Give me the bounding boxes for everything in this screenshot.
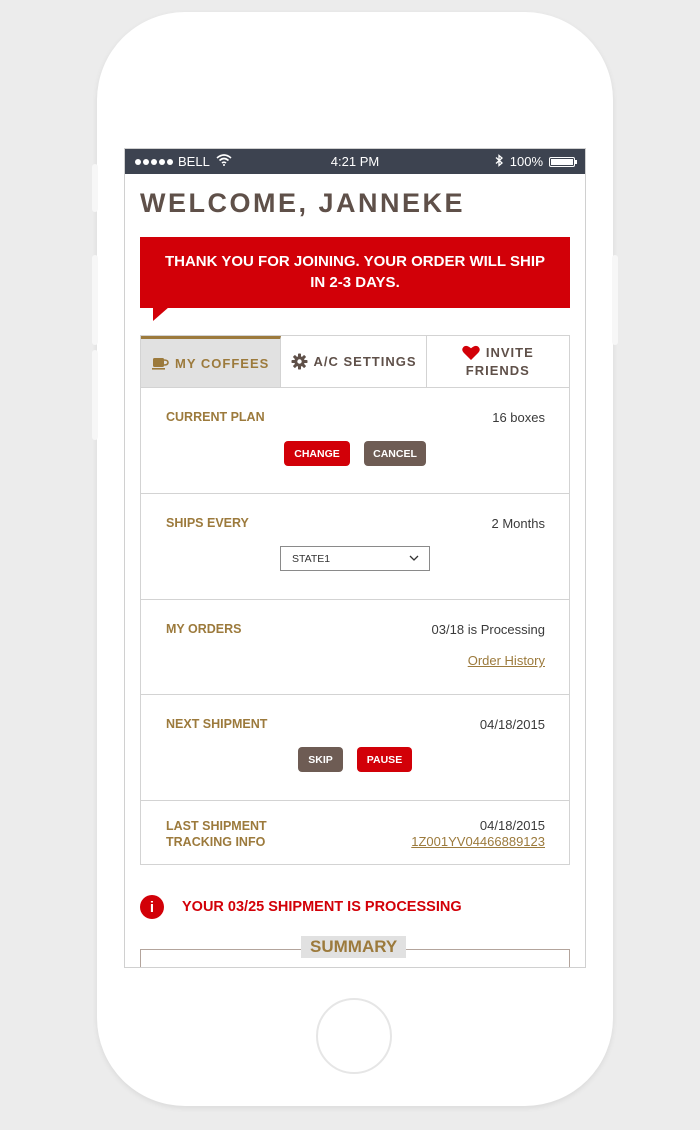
volume-down-button <box>92 350 98 440</box>
banner-line-1: THANK YOU FOR JOINING. YOUR ORDER WILL SHIP <box>164 253 546 270</box>
ships-every-label: SHIPS EVERY <box>166 516 249 530</box>
current-plan-row <box>141 388 569 494</box>
processing-alert <box>140 895 462 919</box>
next-shipment-label: NEXT SHIPMENT <box>166 717 268 731</box>
next-shipment-date: 04/18/2015 <box>479 717 545 732</box>
ship-frequency-selected: STATE1 <box>292 552 331 565</box>
mute-switch <box>92 164 98 212</box>
coffee-cup-icon <box>152 356 169 370</box>
my-orders-row <box>141 600 569 695</box>
gear-icon <box>291 353 308 370</box>
page-title: WELCOME, JANNEKE <box>140 188 466 218</box>
tab-bar <box>141 336 569 388</box>
confirmation-banner <box>140 237 570 308</box>
current-plan-value: 16 boxes <box>492 410 545 425</box>
battery-percentage: 100% <box>509 154 543 169</box>
status-time: 4:21 PM <box>330 154 380 169</box>
last-shipment-date: 04/18/2015 <box>479 818 545 833</box>
tab-my-coffees-label: MY COFFEES <box>175 355 270 371</box>
my-orders-label: MY ORDERS <box>166 622 242 636</box>
tab-invite-label-line-2: FRIENDS <box>465 362 530 378</box>
pause-button[interactable]: PAUSE <box>357 747 412 772</box>
order-history-link[interactable]: Order History <box>467 653 545 668</box>
skip-button[interactable]: SKIP <box>298 747 343 772</box>
battery-icon <box>549 157 575 167</box>
summary-title: SUMMARY <box>301 936 406 958</box>
home-button[interactable] <box>316 998 392 1074</box>
status-bar <box>125 149 585 174</box>
cancel-plan-button[interactable]: CANCEL <box>364 441 426 466</box>
ship-frequency-select[interactable] <box>280 546 430 571</box>
current-plan-label: CURRENT PLAN <box>166 410 265 424</box>
last-shipment-label <box>166 818 267 850</box>
tab-my-coffees[interactable] <box>141 336 281 387</box>
power-button <box>612 255 618 345</box>
ships-every-value: 2 Months <box>491 516 545 531</box>
tab-ac-settings-label: A/C SETTINGS <box>313 354 417 369</box>
tab-ac-settings[interactable] <box>281 336 426 387</box>
banner-line-2: IN 2-3 DAYS. <box>310 274 400 291</box>
app-screen <box>124 148 586 968</box>
info-icon: i <box>140 895 164 919</box>
my-orders-status: 03/18 is Processing <box>431 622 545 637</box>
last-shipment-label-line-2: TRACKING INFO <box>166 835 266 849</box>
tracking-number-link[interactable]: 1Z001YV04466889123 <box>411 834 545 849</box>
tab-invite-friends[interactable] <box>427 336 569 387</box>
carrier-name: BELL <box>178 154 210 169</box>
chevron-down-icon <box>409 552 419 564</box>
account-panel <box>140 335 570 865</box>
next-shipment-row <box>141 695 569 801</box>
banner-tail <box>153 307 169 322</box>
volume-up-button <box>92 255 98 345</box>
change-plan-button[interactable]: CHANGE <box>284 441 350 466</box>
alert-text: YOUR 03/25 SHIPMENT IS PROCESSING <box>182 899 462 915</box>
heart-icon <box>462 345 480 360</box>
ships-every-row <box>141 494 569 600</box>
last-shipment-label-line-1: LAST SHIPMENT <box>166 819 267 833</box>
last-shipment-row <box>141 801 569 865</box>
tab-invite-label-line-1: INVITE <box>485 344 534 360</box>
